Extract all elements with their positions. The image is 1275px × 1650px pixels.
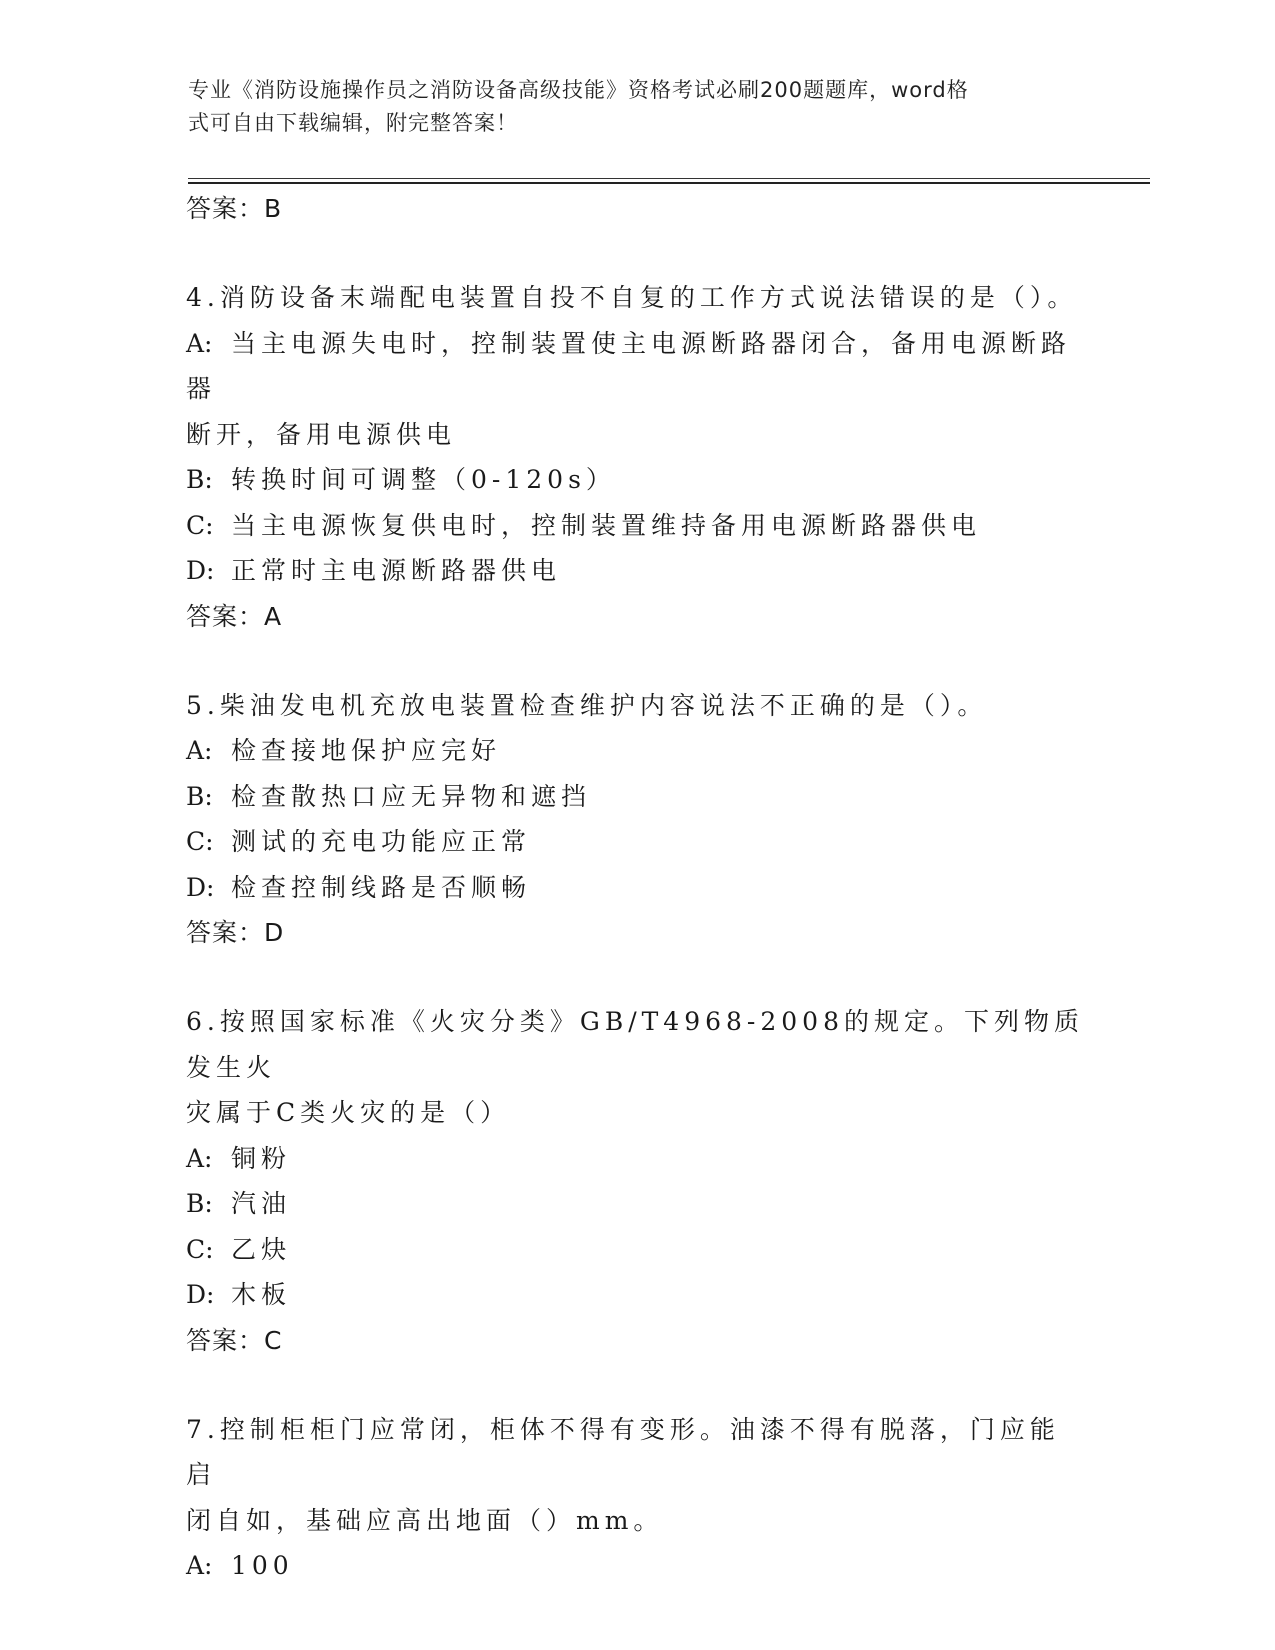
question-text: 5.柴油发电机充放电装置检查维护内容说法不正确的是（）。 [186, 690, 988, 720]
option-line [186, 1543, 1086, 1589]
question-block [186, 275, 1086, 640]
answer-line: 答案：C [186, 1325, 283, 1355]
header-line-1: 专业《消防设施操作员之消防设备高级技能》资格考试必刷200题题库，word格 [188, 78, 969, 102]
option-label: D: [186, 872, 215, 902]
answer-line: 答案：A [186, 601, 283, 631]
option-text: 乙炔 [231, 1234, 292, 1264]
option-label: B: [186, 781, 213, 811]
option-label: D: [186, 556, 215, 585]
option-label: C: [186, 1234, 214, 1264]
option-text: 检查接地保护应完好 [231, 736, 502, 765]
question-text: 灾属于C类火灾的是（） [186, 1098, 511, 1127]
option-text: 100 [231, 1551, 294, 1580]
option-text: 检查散热口应无异物和遮挡 [231, 781, 592, 811]
question-block [186, 683, 1086, 957]
option-label: A: [186, 328, 213, 358]
option-label: C: [186, 827, 214, 856]
option-text: 当主电源恢复供电时，控制装置维持备用电源断路器供电 [231, 510, 982, 540]
option-text: 断开，备用电源供电 [186, 419, 457, 449]
option-text: 检查控制线路是否顺畅 [231, 872, 532, 902]
option-line [186, 1136, 1086, 1182]
option-text: 木板 [231, 1280, 292, 1309]
option-line [186, 503, 1086, 549]
option-label: B: [186, 1189, 213, 1218]
option-label: A: [186, 736, 213, 765]
option-line [186, 774, 1086, 820]
question-block [186, 1407, 1086, 1589]
option-label: A: [186, 1551, 213, 1580]
option-line [186, 548, 1086, 594]
question-text: 闭自如，基础应高出地面（）mm。 [186, 1505, 664, 1535]
option-line [186, 1272, 1086, 1318]
option-label: B: [186, 465, 213, 494]
answer-line: 答案：D [186, 918, 285, 947]
option-text: 测试的充电功能应正常 [231, 827, 532, 856]
option-line [186, 1181, 1086, 1227]
option-line [186, 457, 1086, 503]
option-text: 正常时主电源断路器供电 [231, 556, 562, 585]
header-divider-thick [188, 182, 1150, 184]
header-line-2: 式可自由下载编辑，附完整答案！ [188, 111, 518, 135]
option-text: 汽油 [231, 1189, 292, 1218]
option-line [186, 412, 1086, 458]
question-text: 6.按照国家标准《火灾分类》GB/T4968-2008的规定。下列物质发生火 [186, 1007, 1084, 1082]
option-label: D: [186, 1280, 215, 1309]
option-text: 铜粉 [231, 1143, 292, 1173]
option-label: C: [186, 510, 214, 540]
option-line [186, 819, 1086, 865]
option-line [186, 728, 1086, 774]
option-label: A: [186, 1143, 213, 1173]
question-text: 4.消防设备末端配电装置自投不自复的工作方式说法错误的是（）。 [186, 283, 1078, 312]
option-text: 当主电源失电时，控制装置使主电源断路器闭合，备用电源断路器 [186, 328, 1072, 403]
option-line [186, 865, 1086, 911]
question-list [186, 186, 1086, 1589]
option-text: 转换时间可调整（0-120s） [231, 465, 616, 494]
option-line [186, 1227, 1086, 1273]
answer-line: 答案：B [186, 194, 283, 223]
header-divider-thin [188, 178, 1150, 179]
option-line [186, 321, 1086, 412]
question-block [186, 999, 1086, 1364]
question-text: 7.控制柜柜门应常闭，柜体不得有变形。油漆不得有脱落，门应能启 [186, 1414, 1060, 1489]
document-header [188, 74, 1068, 140]
